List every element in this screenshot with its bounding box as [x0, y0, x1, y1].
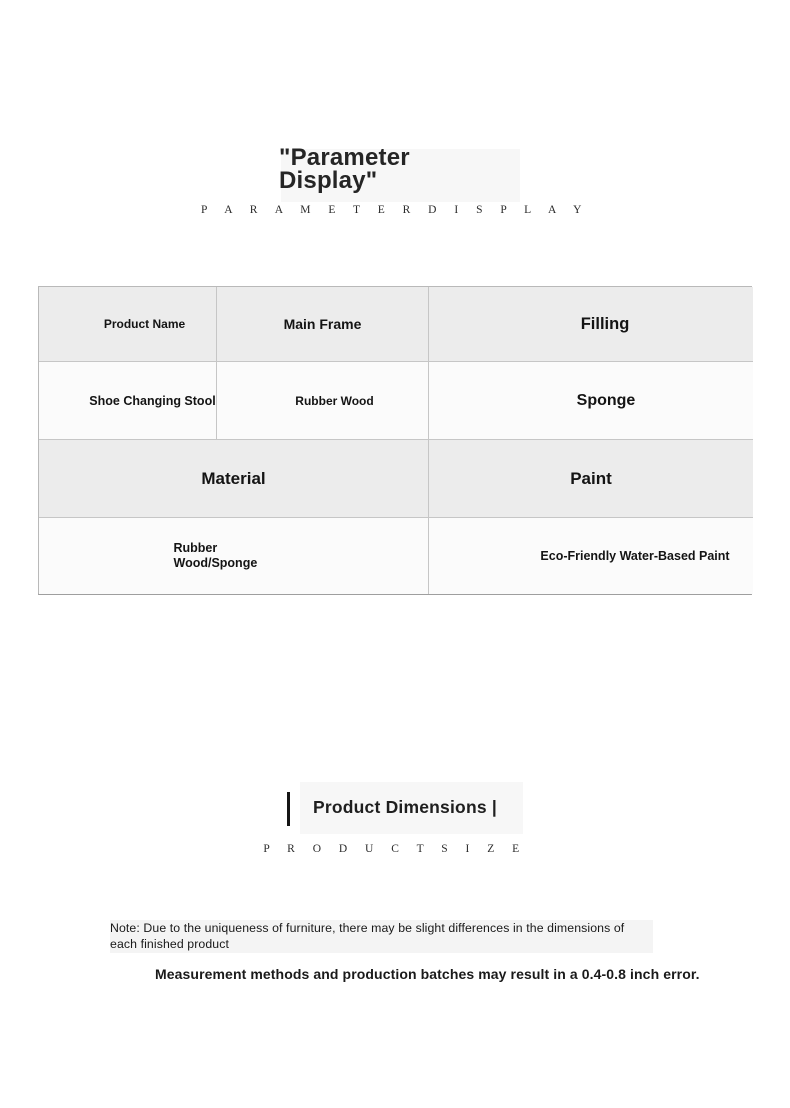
measurement-error-note: Measurement methods and production batches may result in a 0.4-0.8 inch error.: [155, 966, 700, 982]
table-header-paint: Paint: [429, 440, 753, 518]
table-value-material-text: Rubber Wood/Sponge: [173, 540, 258, 570]
table-value-main-frame: Rubber Wood: [217, 362, 429, 440]
product-dimensions-subtitle: P R O D U C T S I Z E: [263, 843, 527, 855]
table-header-material: Material: [39, 440, 429, 518]
table-header-filling: Filling: [429, 287, 753, 362]
parameter-display-title: "Parameter Display": [279, 144, 410, 194]
parameter-table: [38, 286, 752, 595]
table-value-product-name: Shoe Changing Stool: [39, 362, 217, 440]
parameter-display-subtitle: P A R A M E T E R D I S P L A Y: [201, 204, 589, 216]
uniqueness-note-line2: each finished product: [110, 936, 229, 951]
table-value-material: [39, 518, 429, 594]
table-value-paint: Eco-Friendly Water-Based Paint: [429, 518, 753, 594]
table-value-filling: Sponge: [429, 362, 753, 440]
uniqueness-note-line1: Note: Due to the uniqueness of furniture, there may be slight differences in the dimensions of: [110, 921, 625, 935]
table-header-main-frame: Main Frame: [217, 287, 429, 362]
product-dimensions-title: Product Dimensions |: [313, 797, 497, 817]
uniqueness-note: [110, 921, 710, 952]
title-accent-bar: [287, 792, 290, 826]
table-header-product-name: Product Name: [39, 287, 217, 362]
